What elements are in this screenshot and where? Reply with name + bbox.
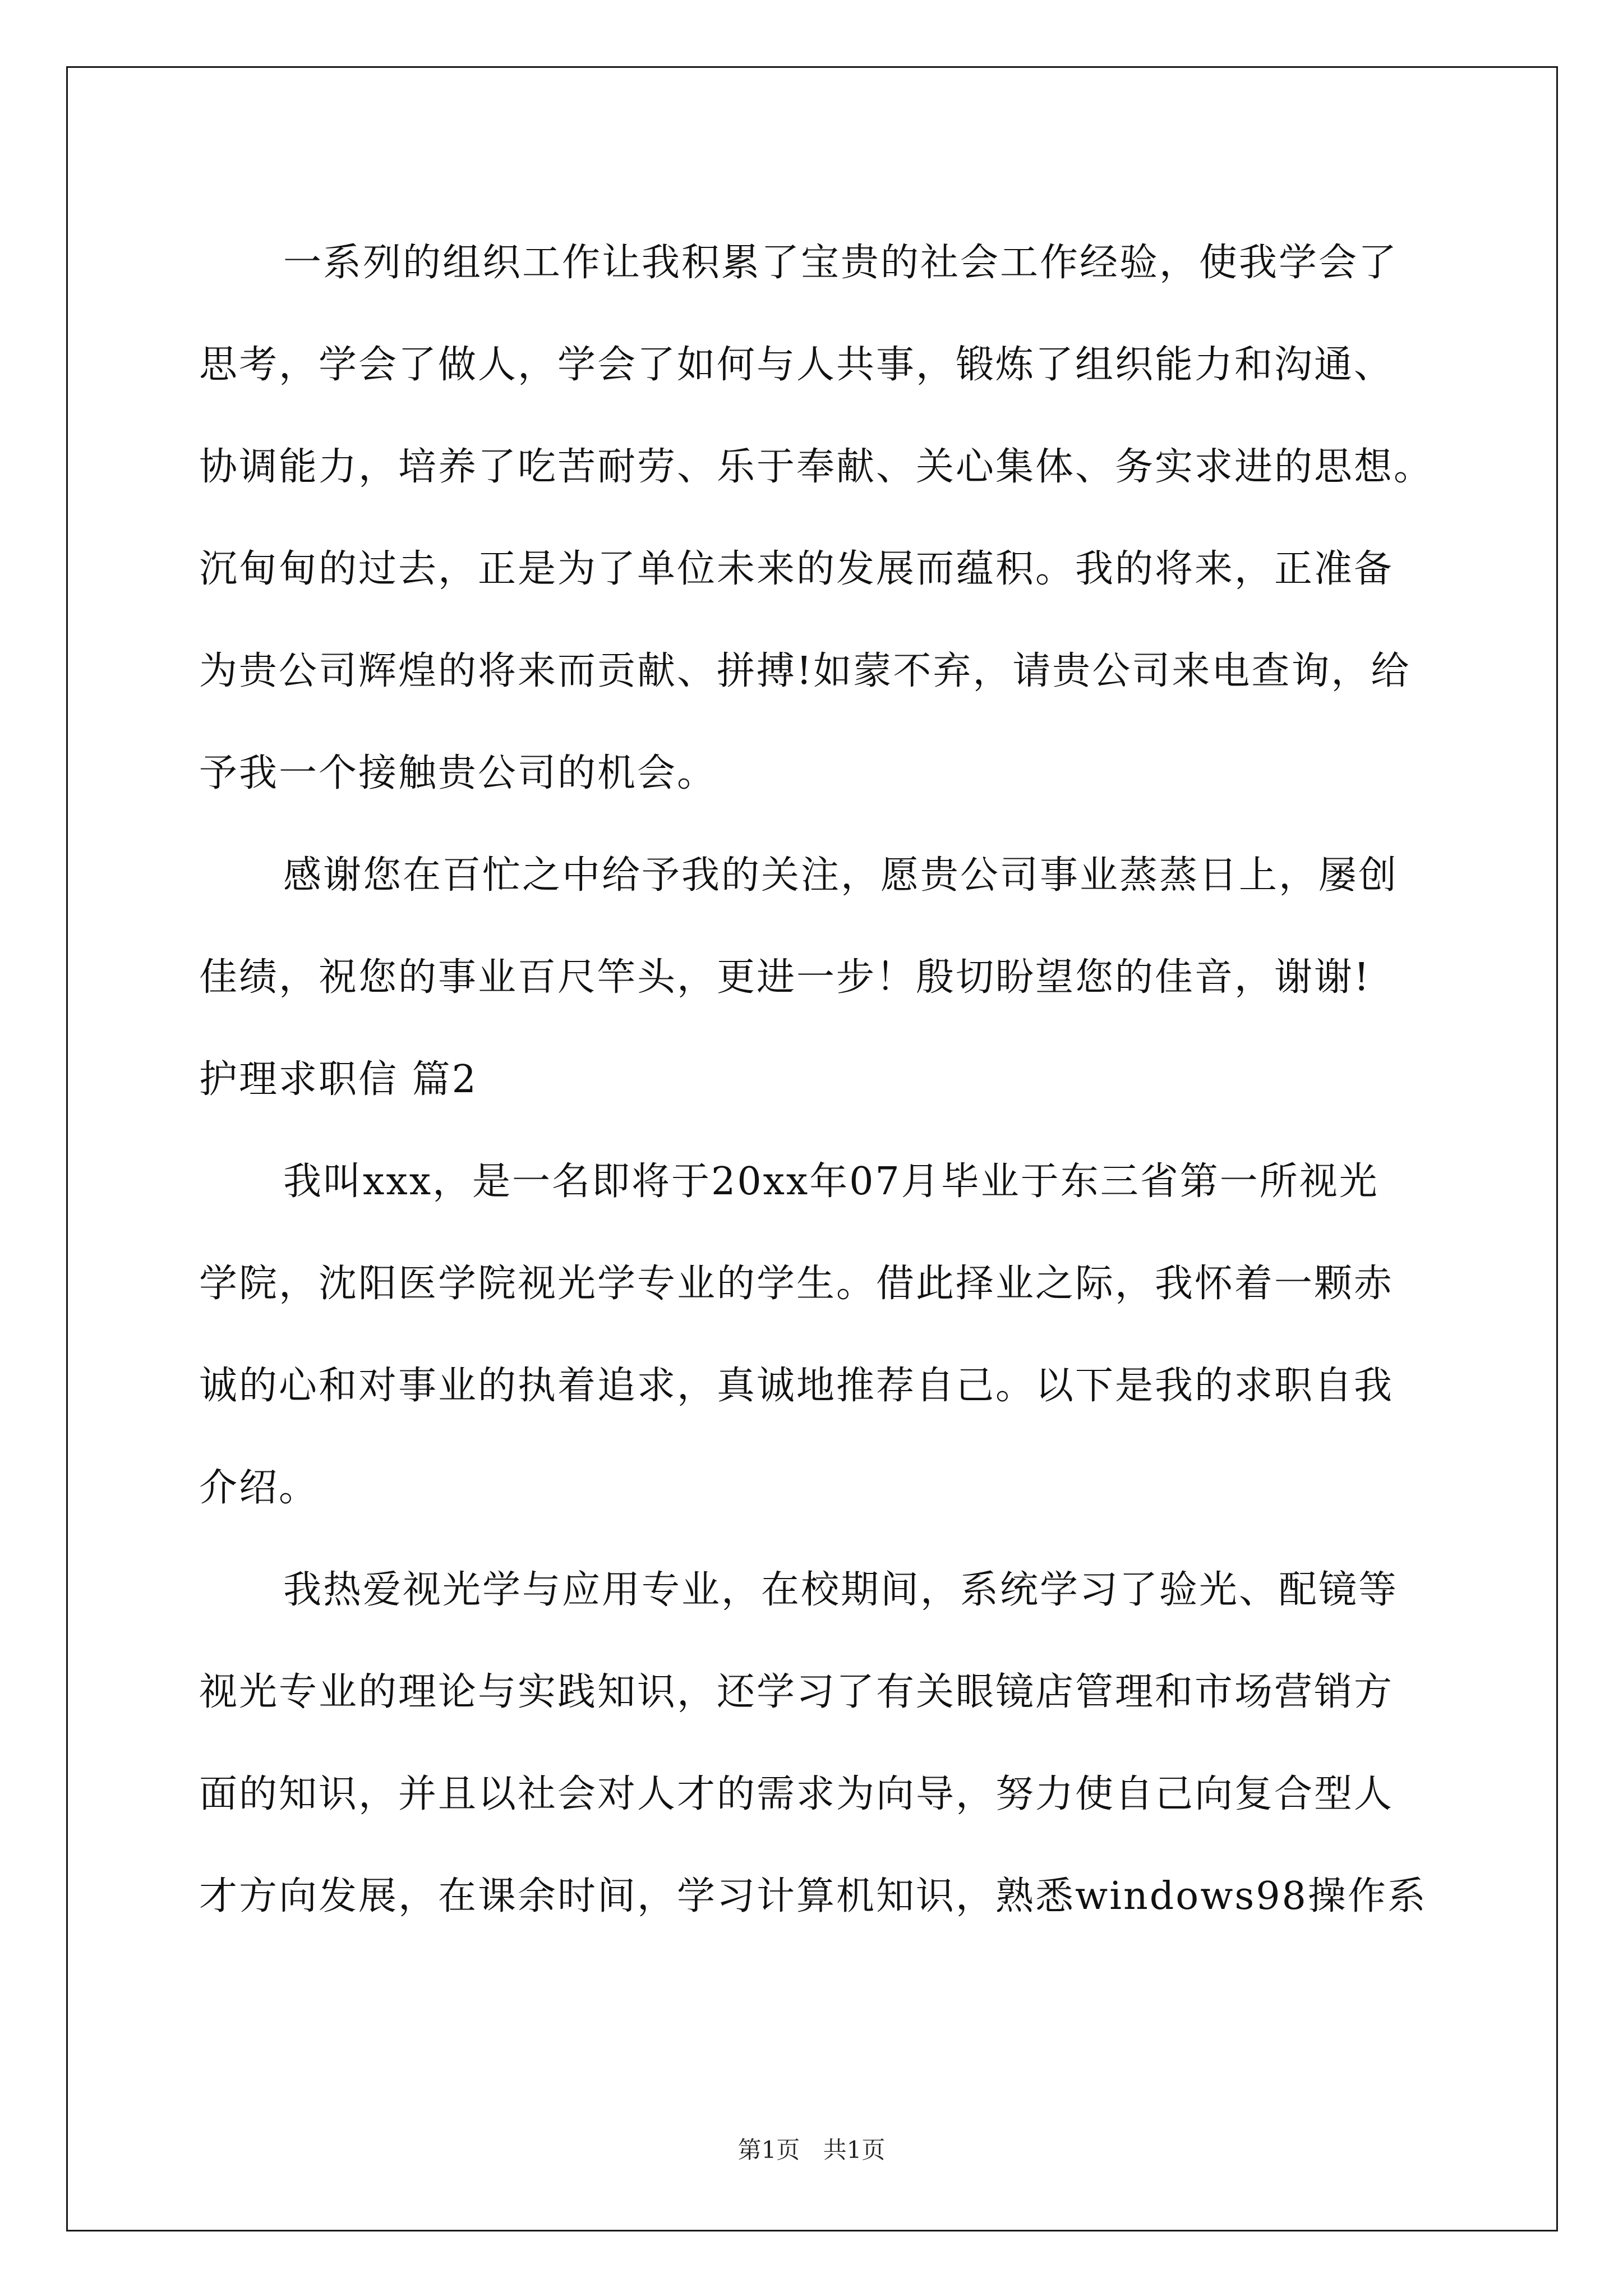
paragraph-line: 感谢您在百忙之中给予我的关注，愿贵公司事业蒸蒸日上，屡创 (283, 853, 1399, 898)
paragraph-line: 面的知识，并且以社会对人才的需求为向导，努力使自己向复合型人 (199, 1772, 1394, 1816)
paragraph-line: 协调能力，培养了吃苦耐劳、乐于奉献、关心集体、务实求进的思想。 (199, 445, 1434, 489)
paragraph-line: 佳绩，祝您的事业百尺竿头，更进一步！殷切盼望您的佳音，谢谢! (199, 955, 1371, 1000)
paragraph-line: 沉甸甸的过去，正是为了单位未来的发展而蕴积。我的将来，正准备 (199, 547, 1394, 591)
page-number-current: 第1页 (737, 2136, 800, 2164)
paragraph-line: 学院，沈阳医学院视光学专业的学生。借此择业之际，我怀着一颗赤 (199, 1262, 1394, 1306)
paragraph-line: 为贵公司辉煌的将来而贡献、拼搏!如蒙不弃，请贵公司来电查询，给 (199, 649, 1411, 693)
page-number-total: 共1页 (823, 2136, 886, 2164)
paragraph-line: 一系列的组织工作让我积累了宝贵的社会工作经验，使我学会了 (283, 241, 1399, 285)
paragraph-line: 予我一个接触贵公司的机会。 (199, 751, 717, 795)
paragraph-line: 才方向发展，在课余时间，学习计算机知识，熟悉windows98操作系 (199, 1874, 1427, 1918)
paragraph-line: 诚的心和对事业的执着追求，真诚地推荐自己。以下是我的求职自我 (199, 1364, 1394, 1408)
paragraph-line: 我叫xxx，是一名即将于20xx年07月毕业于东三省第一所视光 (283, 1159, 1379, 1204)
page-footer (0, 2132, 1623, 2165)
document-body (199, 212, 1461, 1948)
paragraph-line: 视光专业的理论与实践知识，还学习了有关眼镜店管理和市场营销方 (199, 1670, 1394, 1714)
paragraph-line: 思考，学会了做人，学会了如何与人共事，锻炼了组织能力和沟通、 (199, 343, 1394, 387)
paragraph-line: 我热爱视光学与应用专业，在校期间，系统学习了验光、配镜等 (283, 1568, 1399, 1612)
section-heading: 护理求职信 篇2 (199, 1057, 478, 1102)
paragraph-line: 介绍。 (199, 1466, 319, 1510)
